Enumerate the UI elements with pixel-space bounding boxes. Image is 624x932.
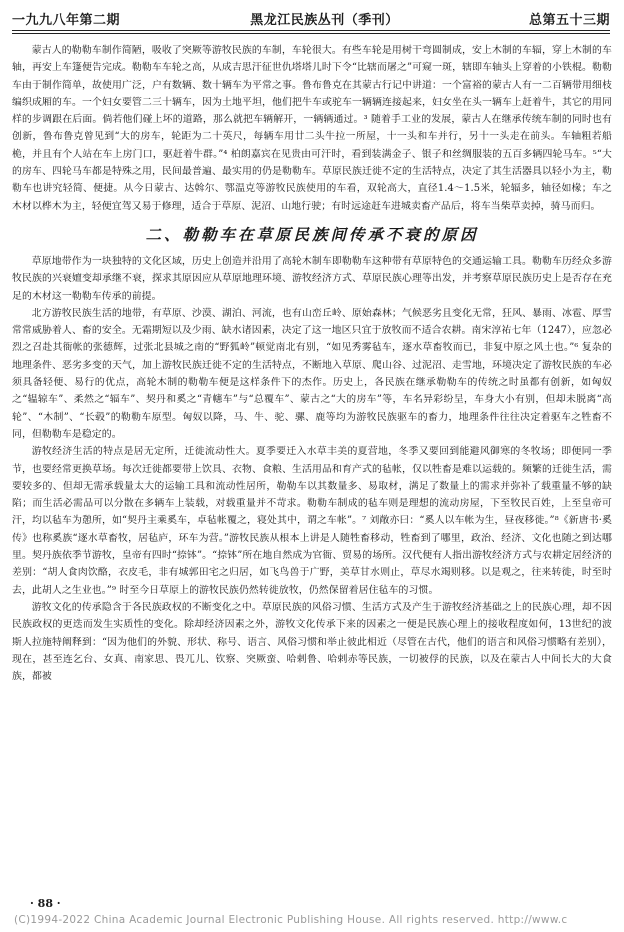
article-body [12,42,612,890]
page-number: · 88 · [30,897,61,910]
header-total-issue: 总第五十三期 [528,12,610,28]
paragraph-5: 游牧文化的传承隐含于各民族政权的不断变化之中。草原民族的风俗习惯、生活方式及产生于游牧经济基础之上的民族心理，却不因民族政权的更迭而发生实质性的变化。除却经济因素之外，游牧文化传承下来的因素之一便是民族心理上的接收程度如何，13世纪的波斯人拉施特阐释到：“因为他们的外貌、形状、称号、语言、风俗习惯和举止彼此相近（尽管在古代，他们的语言和风俗习惯略有差别），现在，甚至连乞台、女真、南家思、畏兀儿、钦察、突厥蛮、哈剌鲁、哈剌赤等民族，一切被俘的民族，以及在蒙古人中间长大的大食族，都被 [12,601,612,683]
header-issue: 一九九八年第二期 [12,12,121,28]
copyright-watermark: (C)1994-2022 China Academic Journal Electronic Publishing House. All rights reserved. http://www.c [14,914,568,926]
paragraph-2: 草原地带作为一块独特的文化区域，历史上创造并沿用了高轮木制车即勒勒车这种带有草原特色的交通运输工具。勒勒车历经众多游牧民族的兴衰嬗变却承继不衰，探求其原因应从草原地理环境、游牧经济方式、草原民族心理等出发，并考察草原民族历史上是否存在充足的木材这一勒勒车传承的前提。 [12,255,612,302]
paragraph-1: 蒙古人的勒勒车制作简陋，吸收了突厥等游牧民族的车制，车轮很大。有些车轮是用树干弯圆制成，安上木制的车辐，穿上木制的车轴，再安上车篷便告完成。勒勒车车轮之高，从成吉思汗征世仇塔塔儿时下令“比辖而屠之”可窥一斑，辖即车轴头上穿着的小铁棍。勒勒车由于制作简单，故使用广泛，户有数辆、数十辆车为平常之事。鲁布鲁克在其蒙古行记中讲道：一个富裕的蒙古人有一二百辆带用细枝编织成厢的车。一个妇女要管二三十辆车，因为土地平坦，他们把牛车或驼车一辆辆连接起来，妇女坐在头一辆车上赶着牛，其它的用同样的步调跟在后面。倘若他们碰上坏的道路，那么就把车辆解开，一辆辆通过。³ 随着手工业的发展，蒙古人在继承传统车制的同时也有创新，鲁布鲁克曾见到“大的房车，轮距为二十英尺，每辆车用廿二头牛拉一所屋，十一头和车并行，另十一头走在前头。车轴粗若船桅，并且有个人站在车上房门口，驱赶着牛群。”⁴ 柏朗嘉宾在见贵由可汗时，看到装满金子、银子和丝绸服装的五百多辆四轮马车。⁵“大的房车、四轮马车都是特殊之用，民间最普遍、最实用的仍是勒勒车。草原民族迁徙不定的生活特点，决定了其生活器具以轻小为主，勒勒车也讲究轻简、便捷。从今日蒙古、达斡尔、鄂温克等游牧民族使用的车看，双轮高大，直径1.4～1.5米，轮辐多，轴径如椽；车之木材以桦木为主，轻便宜驾又易于修理，适合于草原、泥沼、山地行驶；有时远途赶车进城卖畜产品后，将车当柴草卖掉，骑马而归。 [12,45,612,212]
running-header [12,6,610,31]
paragraph-4: 游牧经济生活的特点是居无定所，迁徙流动性大。夏季要迁入水草丰美的夏营地，冬季又要回到能避风御寒的冬牧场；即便同一季节，也要经常更换草场。每次迁徙都要带上饮具、衣物、食粮、生活用品和育产式的毡帐，仅以牲畜是难以运载的。频繁的迁徙生活，需要较多的、但却无需承载量太大的运输工具和流动性居所，勒勒车以其数量多、易取材，满足了数量上的需求并弥补了载重量不够的缺陷；而生活必需品可以分散在多辆车上装载，对载重量并不苛求。勒勒车制成的毡车则是理想的流动房屋，下至牧民百姓，上至皇帝可汗，均以毡车为憩所，如“契丹主乘奚车，卓毡帐覆之，寝处其中，谓之车帐”。⁷ 刘敞亦曰：“奚人以车帐为生，昼夜移徙。”⁸《新唐书·奚传》也称奚族“逐水草畜牧，居毡庐，环车为营。”游牧民族从根本上讲是人随牲畜移动，牲畜到了哪里，政治、经济、文化也随之到达哪里。契丹族依季节游牧，皇帝有四时“捺钵”。“捺钵”所在地自然成为官衙、贸易的场所。汉代便有人指出游牧经济方式与农耕定居经济的差别：“胡人食肉饮酪，衣皮毛，非有城郭田宅之归居，如飞鸟兽于广野，美草甘水则止，草尽水竭则移。以是观之，往来转徙，时至时去，此胡人之生业也。”⁹ 时至今日草原上的游牧民族仍然转徙放牧，仍然保留着居住毡车的习惯。 [12,446,612,596]
section-heading: 二、勒勒车在草原民族间传承不衰的原因 [145,224,479,244]
paragraph-3: 北方游牧民族生活的地带，有草原、沙漠、湖泊、河流，也有山峦丘岭、原始森林；气候恶劣且变化无常，狂风、暴雨、冰雹、厚雪常常威胁着人、畜的安全。无霜期短以及少雨、缺水诸因素，决定了这一地区只宜于放牧而不适合农耕。南宋淳祐七年（1247），应忽必烈之召赴其衙帐的张德辉，过张北县城之南的“野狐岭”顿觉南北有别，“如见秀雾毡车，逐水草畜牧而已，非复中原之风土也。”⁶ 复杂的地理条件、恶劣多变的天气，加上游牧民族迁徙不定的生活特点，不断地入草原、爬山谷、过泥沼、走雪地，环境决定了游牧民族的车必须具备轻便、易行的优点，高轮木制的勒勒车便是这样条件下的杰作。历史上，各民族在继承勒勒车的传统之时虽都有创新，如匈奴之“辒辌车”、柔然之“辐车”、契丹和奚之“青幰车”与“总覆车”、蒙古之“大的房车”等，车名异彩纷呈，车身大小有别，但却未脱离“高轮”、“木制”、“长毂”的勒勒车原型。匈奴以降，马、牛、驼、骡、鹿等均为游牧民族驱车的畜力，地理条件往往决定着驱车之牲畜不同，但勒勒车是稳定的。 [12,307,612,440]
header-journal-title: 黑龙江民族丛刊（季刊） [250,12,399,28]
